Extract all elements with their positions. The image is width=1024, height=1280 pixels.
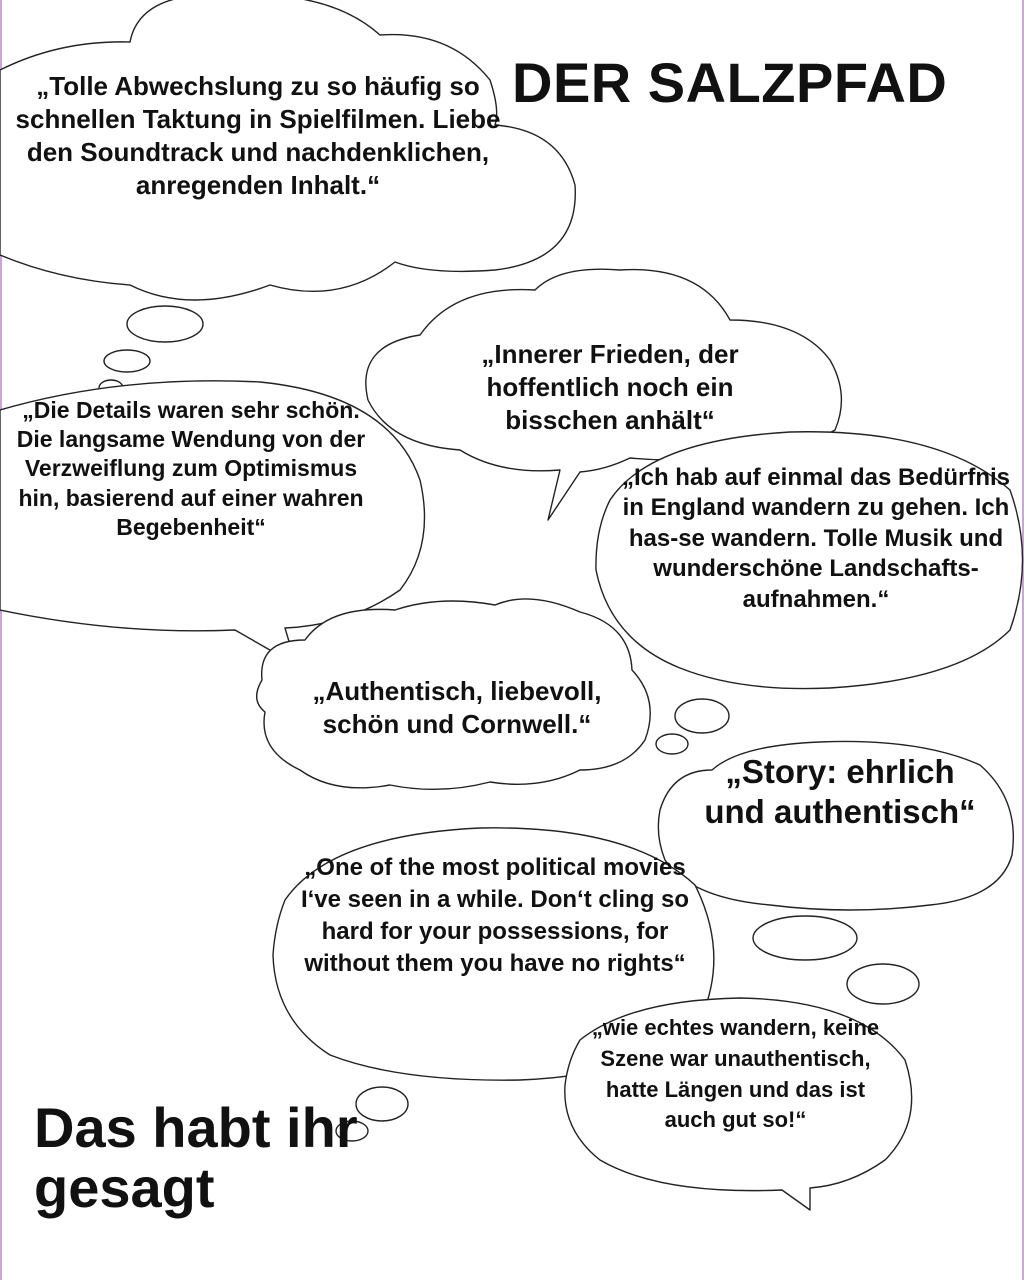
- quote-text-2: „Innerer Frieden, der hoffentlich noch ein bisschen anhält“: [481, 339, 739, 436]
- quote-text-5: „Authentisch, liebevoll, schön und Cornwell.“: [312, 676, 602, 740]
- thought-trail-dot: [104, 350, 150, 372]
- thought-trail-dot: [656, 734, 688, 754]
- quote-text-1: „Tolle Abwechslung zu so häufig so schnellen Taktung in Spielfilmen. Liebe den Soundtrack und nachdenklichen, anregenden Inhalt.“: [15, 71, 501, 201]
- quote-text-4: „Ich hab auf einmal das Bedürfnis in England wandern zu gehen. Ich has-se wandern. Tolle Musik und wunderschöne Landschafts-aufnahmen.“: [621, 464, 1011, 613]
- thought-trail-dot: [847, 964, 919, 1004]
- quote-text-6: „Story: ehrlich und authentisch“: [704, 753, 976, 831]
- poster-subtitle: Das habt ihr gesagt: [34, 1096, 358, 1220]
- thought-trail-dot: [675, 699, 729, 733]
- thought-trail-dot: [127, 306, 203, 342]
- poster-title: DER SALZPFAD: [512, 51, 948, 114]
- quote-text-7: „One of the most political movies I‘ve seen in a while. Don‘t cling so hard for your possessions, for without them you have no rights“: [300, 854, 690, 978]
- quote-text-3: „Die Details waren sehr schön. Die langsame Wendung von der Verzweiflung zum Optimismus hin, basierend auf einer wahren Begebenheit“: [16, 397, 366, 540]
- quote-text-8: „wie echtes wandern, keine Szene war unauthentisch, hatte Längen und das ist auch gut so!“: [591, 1015, 880, 1133]
- thought-trail-dot: [753, 916, 857, 960]
